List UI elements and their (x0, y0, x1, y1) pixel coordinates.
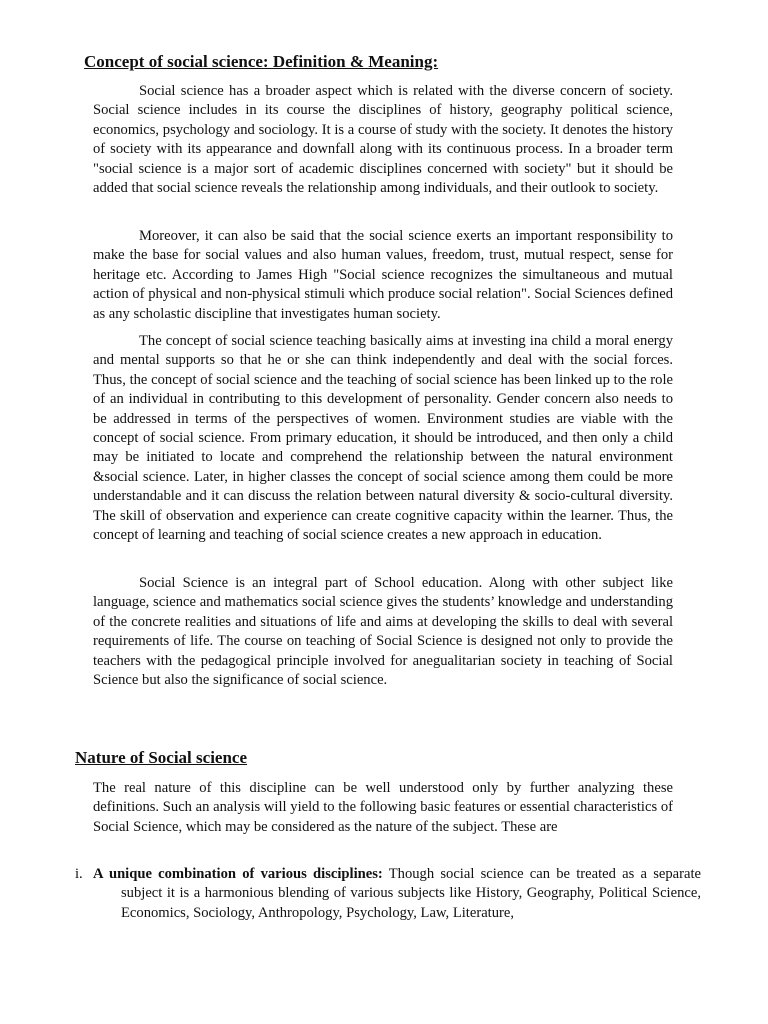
section-heading-nature: Nature of Social science (75, 748, 248, 767)
paragraph: Social science has a broader aspect which is related with the diverse concern of society. Social science includes in its course the disciplines of history, geography political science, economics, psychology and sociology. It is a course of study with the society. It denotes the history of society with its appearance and downfall along with its continuous process. In a broader term "social science is a major sort of academic disciplines concerned with society" but it should be added that social science reveals the relationship among individuals, and their outlook to society. (93, 83, 673, 197)
list-item-body (93, 865, 701, 923)
list-item-title: A unique combination of various disciplines: (93, 866, 383, 882)
paragraph: Moreover, it can also be said that the social science exerts an important responsibility to make the base for social values and also human values, freedom, trust, mutual respect, sense for heritage etc. According to James High "Social science recognizes the simultaneous and mutual action of physical and non-physical stimuli which produce social relation". Social Sciences defined as any scholastic discipline that investigates human society. (93, 228, 673, 322)
paragraph: The concept of social science teaching basically aims at investing ina child a moral energy and mental supports so that he or she can think independently and deal with the social forces. Thus, the concept of social science and the teaching of social science has been linked up to the role of an individual in contributing to this development of personality. Gender concern also needs to be addressed in terms of the perspectives of women. Environment studies are viable with the concept of social science. From primary education, it should be introduced, and then only a child may be initiated to locate and comprehend the relationship between the natural environment &social science. Later, in higher classes the concept of social science among them could be more understandable and it can discuss the relation between natural diversity & socio-cultural diversity. The skill of observation and experience can create cognitive capacity within the learner. Thus, the concept of learning and teaching of social science creates a new approach in education. (93, 333, 673, 544)
list-item-text: Though social science can be treated as a separate subject it is a harmonious blending of various subjects like History, Geography, Political Science, Economics, Sociology, Anthropology, Psychology, Law, Literature, (121, 866, 701, 921)
list-marker: i. (75, 866, 83, 882)
section-heading-concept: Concept of social science: Definition & Meaning: (84, 52, 439, 71)
paragraph-intro: The real nature of this discipline can be well understood only by further analyzing these definitions. Such an analysis will yield to the following basic features or essential characteristics of Social Science, which may be considered as the nature of the subject. These are (93, 780, 673, 835)
paragraph: Social Science is an integral part of School education. Along with other subject like language, science and mathematics social science gives the students’ knowledge and understanding of the concrete realities and situations of life and aims at developing the skills to deal with several requirements of life. The course on teaching of Social Science is designed not only to provide the teachers with the pedagogical principle involved for anegualitarian society in teaching of Social Science but also the significance of social science. (93, 575, 673, 689)
